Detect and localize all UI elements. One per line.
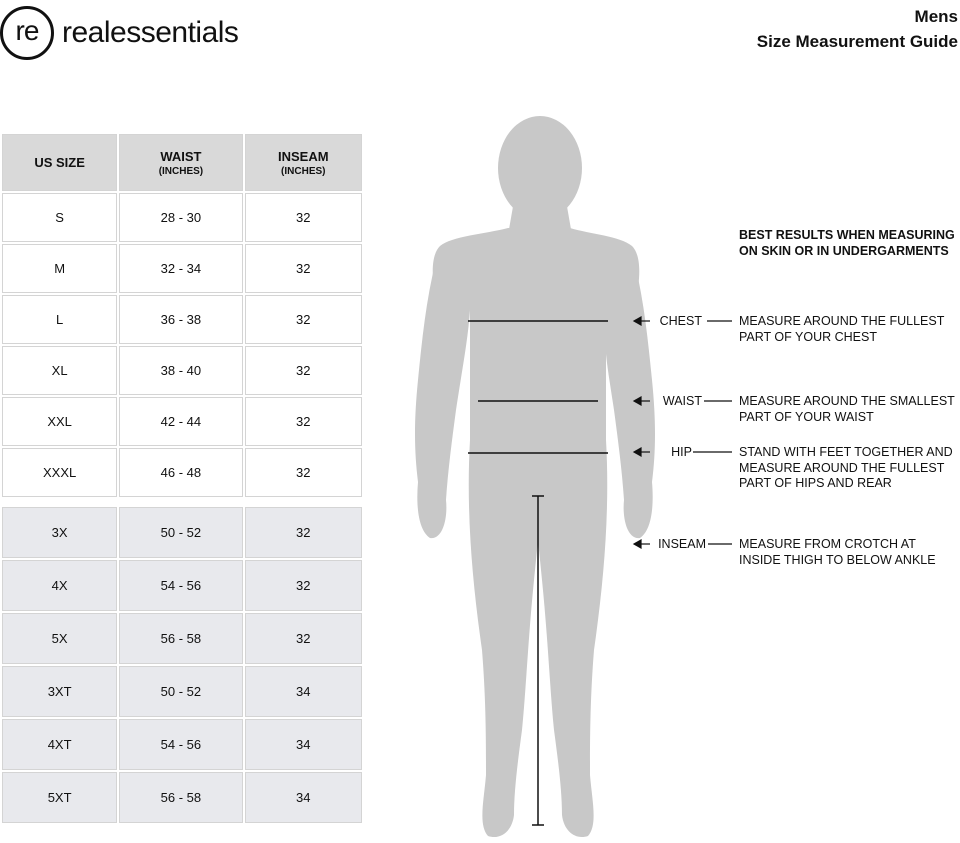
label-arrows <box>630 300 736 560</box>
inseam-cell: 32 <box>245 613 362 664</box>
inseam-cell: 32 <box>245 560 362 611</box>
table-row <box>2 244 362 293</box>
size-cell: 5XT <box>2 772 117 823</box>
waist-cell: 42 - 44 <box>119 397 242 446</box>
page-heading <box>757 4 958 54</box>
table-row <box>2 613 362 664</box>
table-row <box>2 772 362 823</box>
size-cell: XXXL <box>2 448 117 497</box>
waist-cell: 28 - 30 <box>119 193 242 242</box>
table-row <box>2 397 362 446</box>
waist-cell: 50 - 52 <box>119 507 242 558</box>
size-cell: 3XT <box>2 666 117 717</box>
waist-cell: 54 - 56 <box>119 719 242 770</box>
waist-instructions: MEASURE AROUND THE SMALLEST PART OF YOUR WAIST <box>739 394 955 424</box>
brand-name: realessentials <box>62 16 239 49</box>
inseam-cell: 32 <box>245 244 362 293</box>
header-us-size: US SIZE <box>2 134 117 191</box>
header-inseam: INSEAM (INCHES) <box>245 134 362 191</box>
heading-title: Size Measurement Guide <box>756 32 958 51</box>
brand-logo <box>0 5 238 61</box>
size-cell: M <box>2 244 117 293</box>
waist-cell: 50 - 52 <box>119 666 242 717</box>
size-cell: XXL <box>2 397 117 446</box>
table-row <box>2 193 362 242</box>
measuring-tip: BEST RESULTS WHEN MEASURING ON SKIN OR IN UNDERGARMENTS <box>739 228 955 258</box>
waist-label: WAIST <box>662 394 702 408</box>
inseam-cell: 32 <box>245 397 362 446</box>
waist-cell: 54 - 56 <box>119 560 242 611</box>
table-row <box>2 507 362 558</box>
waist-cell: 46 - 48 <box>119 448 242 497</box>
inseam-cell: 34 <box>245 772 362 823</box>
chest-label: CHEST <box>659 314 702 328</box>
table-header-row <box>2 134 362 191</box>
inseam-cell: 32 <box>245 346 362 395</box>
size-cell: 4XT <box>2 719 117 770</box>
chest-arrow-icon <box>634 317 641 325</box>
inseam-label: INSEAM <box>658 537 706 551</box>
hip-arrow-icon <box>634 448 641 456</box>
table-group-gap <box>2 499 362 505</box>
hip-instructions: STAND WITH FEET TOGETHER AND MEASURE AROUND THE FULLEST PART OF HIPS AND REAR <box>739 445 953 490</box>
table-row <box>2 719 362 770</box>
inseam-cell: 34 <box>245 719 362 770</box>
inseam-cell: 32 <box>245 507 362 558</box>
inseam-cell: 32 <box>245 193 362 242</box>
waist-cell: 56 - 58 <box>119 772 242 823</box>
waist-cell: 56 - 58 <box>119 613 242 664</box>
size-cell: 4X <box>2 560 117 611</box>
table-row <box>2 560 362 611</box>
size-table <box>0 132 364 825</box>
heading-gender: Mens <box>914 7 958 26</box>
chest-instructions: MEASURE AROUND THE FULLEST PART OF YOUR CHEST <box>739 314 945 344</box>
hip-label: HIP <box>671 445 692 459</box>
size-cell: XL <box>2 346 117 395</box>
size-cell: 5X <box>2 613 117 664</box>
waist-cell: 38 - 40 <box>119 346 242 395</box>
table-row <box>2 295 362 344</box>
body-silhouette-icon <box>415 116 655 837</box>
table-row <box>2 346 362 395</box>
inseam-arrow-icon <box>634 540 641 548</box>
table-row <box>2 448 362 497</box>
inseam-cell: 32 <box>245 448 362 497</box>
waist-arrow-icon <box>634 397 641 405</box>
inseam-cell: 34 <box>245 666 362 717</box>
size-cell: 3X <box>2 507 117 558</box>
size-cell: L <box>2 295 117 344</box>
size-cell: S <box>2 193 117 242</box>
brand-mark-icon: re <box>0 6 54 60</box>
header-waist: WAIST (INCHES) <box>119 134 242 191</box>
inseam-cell: 32 <box>245 295 362 344</box>
waist-cell: 36 - 38 <box>119 295 242 344</box>
table-row <box>2 666 362 717</box>
waist-cell: 32 - 34 <box>119 244 242 293</box>
inseam-instructions: MEASURE FROM CROTCH AT INSIDE THIGH TO BELOW ANKLE <box>739 537 936 567</box>
